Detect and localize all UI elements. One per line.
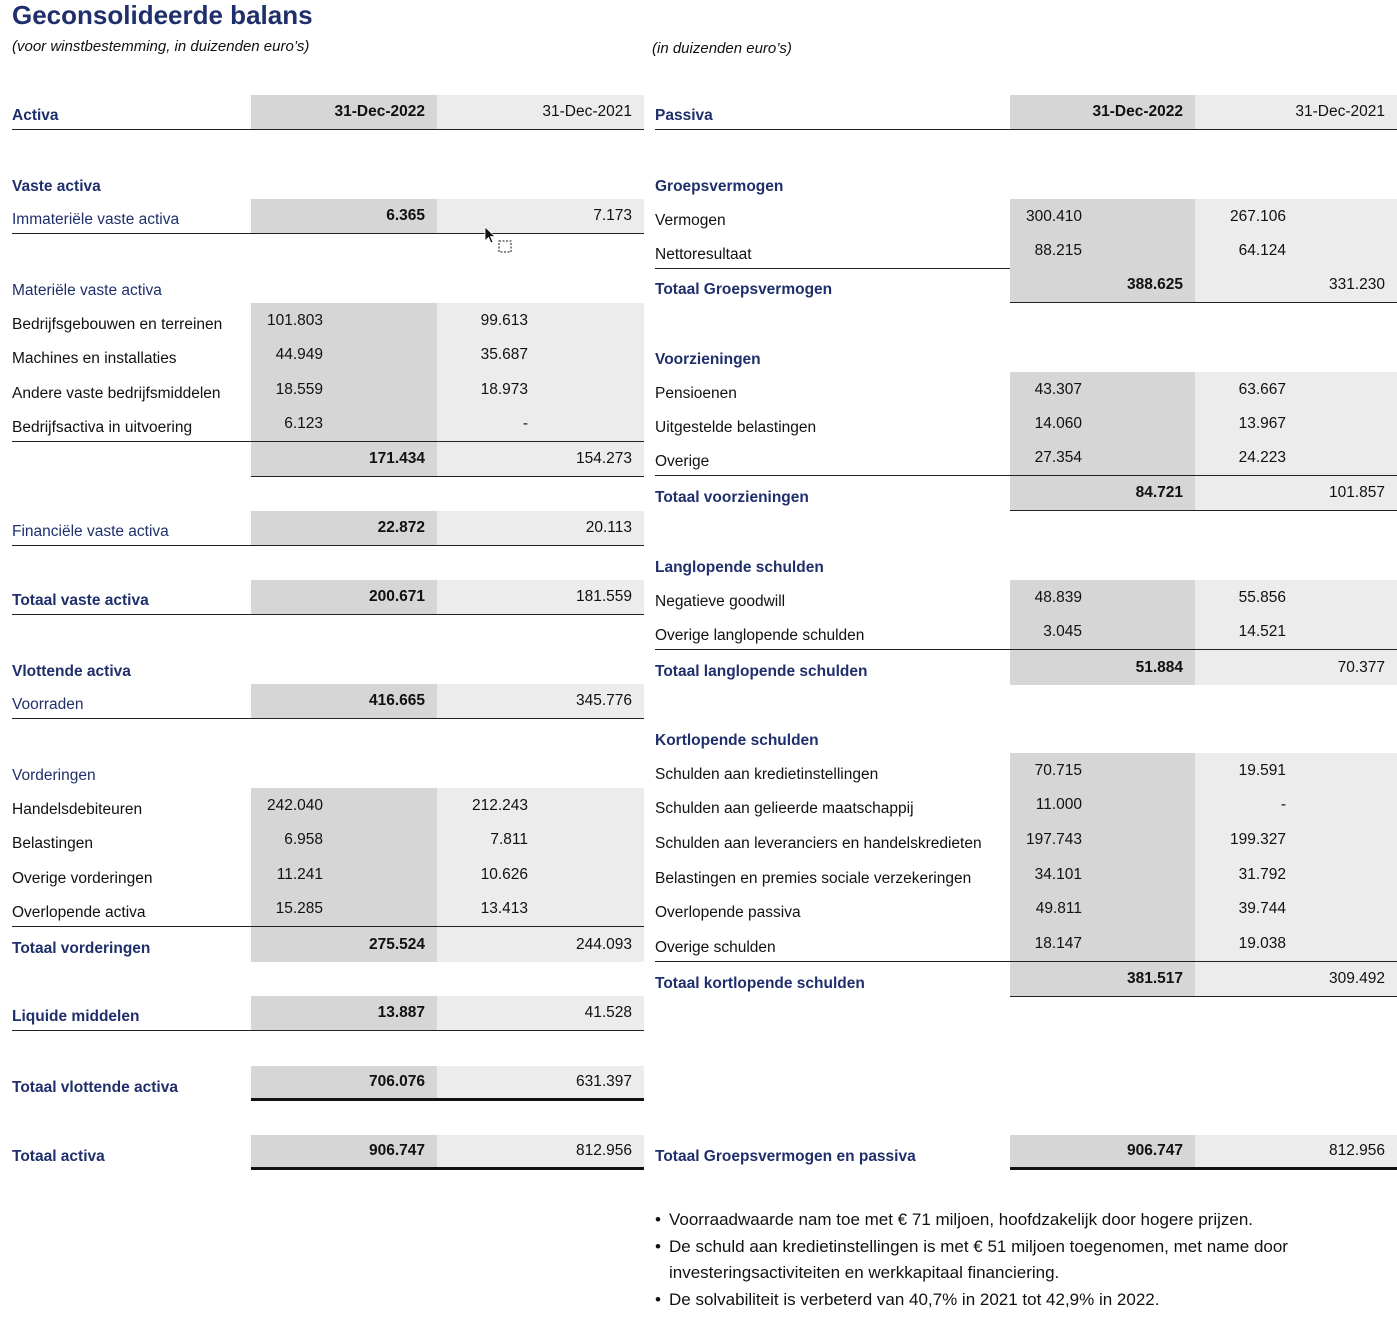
value-2022 — [251, 857, 437, 892]
value-text: 70.715 — [1034, 761, 1082, 779]
value-text: 199.327 — [1229, 830, 1286, 848]
activa-header — [12, 95, 644, 130]
table-row — [12, 303, 644, 338]
value-2021 — [1195, 857, 1397, 892]
value-text: 31.792 — [1238, 865, 1286, 883]
row-label: Uitgestelde belastingen — [655, 419, 817, 437]
section-heading — [655, 338, 1397, 373]
table-row — [655, 234, 1397, 269]
value-2021 — [1195, 927, 1397, 962]
row-label: Financiële vaste activa — [12, 511, 251, 546]
value-2021: 812.956 — [1195, 1135, 1397, 1170]
value-2021: 41.528 — [437, 996, 644, 1031]
value-text: 24.223 — [1238, 449, 1286, 467]
row-label: Pensioenen — [655, 384, 737, 402]
value-2022 — [251, 823, 437, 858]
row-label: Totaal Groepsvermogen en passiva — [655, 1147, 916, 1165]
value-text: 242.040 — [266, 796, 323, 814]
value-text: 39.744 — [1238, 900, 1286, 918]
note-item — [655, 1207, 1375, 1234]
table-row — [655, 268, 1397, 303]
value-2021 — [1195, 234, 1397, 269]
row-label: Totaal vaste activa — [12, 580, 251, 615]
table-row — [655, 1135, 1397, 1170]
value-2022 — [251, 892, 437, 927]
value-text: 6.123 — [284, 415, 323, 433]
section-heading — [655, 719, 1397, 754]
value-2022 — [1010, 615, 1195, 650]
row-label: Machines en installaties — [12, 350, 177, 368]
value-2021 — [1195, 753, 1397, 788]
table-row — [12, 788, 644, 823]
table-row — [12, 442, 644, 477]
row-label: Belastingen — [12, 835, 94, 853]
note-item — [655, 1234, 1375, 1287]
value-2022 — [1010, 234, 1195, 269]
row-label: Schulden aan gelieerde maatschappij — [655, 800, 914, 818]
value-2021: 812.956 — [437, 1135, 644, 1170]
table-row — [655, 441, 1397, 476]
section-heading — [12, 269, 644, 304]
row-label: Vlottende activa — [12, 662, 131, 680]
value-2022: 906.747 — [251, 1135, 437, 1170]
note-item — [655, 1287, 1375, 1314]
value-text: 13.413 — [480, 900, 528, 918]
row-label: Schulden aan kredietinstellingen — [655, 765, 879, 783]
row-label: Totaal kortlopende schulden — [655, 974, 865, 992]
value-text: 19.038 — [1238, 934, 1286, 952]
page-title: Geconsolideerde balans — [12, 0, 313, 30]
value-2022: 381.517 — [1010, 962, 1195, 997]
row-label: Overige langlopende schulden — [655, 615, 1010, 650]
value-text: 267.106 — [1229, 207, 1286, 225]
value-text: - — [522, 415, 528, 433]
value-2021: 154.273 — [437, 442, 644, 477]
value-text: 18.147 — [1034, 934, 1082, 952]
row-label: Nettoresultaat — [655, 234, 1010, 269]
value-2022: 200.671 — [251, 580, 437, 615]
value-2022: 906.747 — [1010, 1135, 1195, 1170]
value-2021 — [1195, 407, 1397, 442]
row-label: Activa — [12, 95, 251, 130]
value-2021: 101.857 — [1195, 476, 1397, 511]
table-row — [12, 338, 644, 373]
value-text: 49.811 — [1035, 900, 1082, 918]
value-2022 — [1010, 199, 1195, 234]
activa-subtitle: (voor winstbestemming, in duizenden euro’s) — [12, 38, 310, 55]
value-text: 19.591 — [1238, 761, 1286, 779]
value-2021 — [437, 857, 644, 892]
value-2022 — [251, 407, 437, 442]
value-text: 15.285 — [275, 900, 323, 918]
table-row — [12, 1135, 644, 1170]
value-text: 99.613 — [480, 311, 528, 329]
value-text: 55.856 — [1238, 588, 1286, 606]
value-2022 — [251, 303, 437, 338]
value-2022: 706.076 — [251, 1066, 437, 1101]
section-heading — [655, 546, 1397, 581]
row-label: Overige — [655, 441, 1010, 476]
value-2021 — [437, 892, 644, 927]
row-label: Belastingen en premies sociale verzekeringen — [655, 869, 972, 887]
value-2022: 31-Dec-2022 — [251, 95, 437, 130]
table-row — [655, 407, 1397, 442]
row-label: Totaal Groepsvermogen — [655, 280, 833, 298]
table-row — [655, 372, 1397, 407]
table-row — [12, 996, 644, 1031]
row-label: Totaal vlottende activa — [12, 1078, 178, 1096]
table-row — [12, 407, 644, 442]
bullet-icon: • — [655, 1289, 661, 1309]
value-2021: 331.230 — [1195, 268, 1397, 303]
row-label: Groepsvermogen — [655, 177, 784, 195]
value-2022 — [1010, 857, 1195, 892]
bullet-icon: • — [655, 1210, 661, 1229]
table-row — [12, 892, 644, 927]
value-2021: 31-Dec-2021 — [437, 95, 644, 130]
row-label: Bedrijfsgebouwen en terreinen — [12, 315, 223, 333]
table-row — [655, 615, 1397, 650]
value-2022: 31-Dec-2022 — [1010, 95, 1195, 130]
value-2022: 275.524 — [251, 927, 437, 962]
value-text: 3.045 — [1043, 622, 1082, 640]
row-label: Vorderingen — [12, 766, 96, 784]
row-label: Negatieve goodwill — [655, 592, 786, 610]
row-label: Materiële vaste activa — [12, 281, 162, 299]
value-2022: 51.884 — [1010, 650, 1195, 685]
value-text: 18.559 — [275, 380, 323, 398]
value-2021 — [1195, 199, 1397, 234]
row-label: Voorraden — [12, 684, 251, 719]
value-2022 — [1010, 788, 1195, 823]
row-label: Voorzieningen — [655, 350, 761, 368]
value-2022 — [251, 788, 437, 823]
table-row — [12, 199, 644, 234]
value-text: 10.626 — [480, 865, 528, 883]
value-text: 14.060 — [1034, 415, 1082, 433]
value-2021 — [1195, 615, 1397, 650]
section-heading — [12, 650, 644, 685]
table-row — [655, 580, 1397, 615]
value-2022 — [251, 338, 437, 373]
value-2022 — [1010, 441, 1195, 476]
value-text: 43.307 — [1034, 380, 1082, 398]
value-text: 7.811 — [490, 831, 528, 849]
table-row — [655, 892, 1397, 927]
value-2022 — [1010, 372, 1195, 407]
row-label: Andere vaste bedrijfsmiddelen — [12, 384, 221, 402]
value-2022 — [251, 372, 437, 407]
value-2021 — [1195, 580, 1397, 615]
value-text: 11.000 — [1035, 796, 1082, 814]
value-2021: 20.113 — [437, 511, 644, 546]
table-row — [655, 927, 1397, 962]
value-2021 — [437, 407, 644, 442]
value-2022 — [1010, 753, 1195, 788]
note-text: De schuld aan kredietinstellingen is met € 51 miljoen toegenomen, met name door investeringsactiviteiten en werkkapitaal financiering. — [669, 1236, 1288, 1282]
table-row — [12, 684, 644, 719]
row-label: Handelsdebiteuren — [12, 800, 143, 818]
value-text: 11.241 — [276, 865, 323, 883]
table-row — [12, 927, 644, 962]
table-row — [655, 753, 1397, 788]
table-row — [655, 788, 1397, 823]
value-2022 — [1010, 927, 1195, 962]
value-text: 212.243 — [471, 796, 528, 814]
row-label: Overlopende activa — [12, 892, 251, 927]
value-2021 — [1195, 372, 1397, 407]
value-2021: 345.776 — [437, 684, 644, 719]
section-heading — [655, 165, 1397, 200]
value-text: 300.410 — [1025, 207, 1082, 225]
value-2022: 171.434 — [251, 442, 437, 477]
table-row — [655, 857, 1397, 892]
value-text: 197.743 — [1025, 830, 1082, 848]
table-row — [12, 372, 644, 407]
table-row — [12, 511, 644, 546]
value-2021: 309.492 — [1195, 962, 1397, 997]
value-2022: 22.872 — [251, 511, 437, 546]
value-2022 — [1010, 580, 1195, 615]
value-text: 34.101 — [1034, 865, 1082, 883]
row-label: Vaste activa — [12, 177, 101, 195]
table-row — [655, 650, 1397, 685]
value-text: 44.949 — [275, 346, 323, 364]
row-label: Bedrijfsactiva in uitvoering — [12, 407, 251, 442]
value-text: 88.215 — [1034, 241, 1082, 259]
value-2022: 13.887 — [251, 996, 437, 1031]
value-text: 14.521 — [1238, 622, 1286, 640]
value-text: 27.354 — [1034, 449, 1082, 467]
value-text: 101.803 — [266, 311, 323, 329]
value-2021 — [437, 372, 644, 407]
value-text: 64.124 — [1238, 241, 1286, 259]
table-row — [12, 823, 644, 858]
notes-list — [655, 1207, 1375, 1313]
value-2021: 70.377 — [1195, 650, 1397, 685]
value-2022: 388.625 — [1010, 268, 1195, 303]
value-2022: 416.665 — [251, 684, 437, 719]
passiva-subtitle: (in duizenden euro’s) — [652, 40, 792, 57]
row-label: Passiva — [655, 95, 1010, 130]
table-row — [12, 1066, 644, 1101]
row-label: Totaal activa — [12, 1147, 105, 1165]
value-2021 — [1195, 822, 1397, 857]
table-row — [12, 580, 644, 615]
row-label: Liquide middelen — [12, 996, 251, 1031]
row-label: Overige schulden — [655, 927, 1010, 962]
value-2022 — [1010, 892, 1195, 927]
value-2021: 244.093 — [437, 927, 644, 962]
value-2021: 31-Dec-2021 — [1195, 95, 1397, 130]
value-text: 35.687 — [480, 346, 528, 364]
value-text: - — [1280, 796, 1286, 814]
value-2021: 631.397 — [437, 1066, 644, 1101]
row-label: Overige vorderingen — [12, 869, 153, 887]
value-2022 — [1010, 407, 1195, 442]
value-text: 48.839 — [1034, 588, 1082, 606]
row-label: Schulden aan leveranciers en handelskredieten — [655, 834, 982, 852]
value-2021 — [1195, 788, 1397, 823]
value-2022 — [1010, 822, 1195, 857]
passiva-header — [655, 95, 1397, 130]
value-text: 18.973 — [480, 380, 528, 398]
row-label: Totaal vorderingen — [12, 939, 151, 957]
row-label: Kortlopende schulden — [655, 731, 819, 749]
section-heading — [12, 754, 644, 789]
table-row — [655, 822, 1397, 857]
value-text: 63.667 — [1238, 380, 1286, 398]
row-label: Vermogen — [655, 211, 726, 229]
table-row — [655, 476, 1397, 511]
table-row — [655, 199, 1397, 234]
value-2021: 181.559 — [437, 580, 644, 615]
value-2021 — [1195, 441, 1397, 476]
row-label: Immateriële vaste activa — [12, 199, 251, 234]
table-row — [655, 962, 1397, 997]
value-2022: 6.365 — [251, 199, 437, 234]
row-label: Overlopende passiva — [655, 904, 801, 922]
note-text: De solvabiliteit is verbeterd van 40,7% in 2021 tot 42,9% in 2022. — [669, 1289, 1160, 1309]
row-label: Totaal voorzieningen — [655, 488, 809, 506]
value-2021 — [1195, 892, 1397, 927]
value-2021: 7.173 — [437, 199, 644, 234]
value-2021 — [437, 823, 644, 858]
mouse-cursor-icon — [484, 226, 514, 256]
row-label: Langlopende schulden — [655, 558, 824, 576]
value-text: 13.967 — [1238, 415, 1286, 433]
note-text: Voorraadwaarde nam toe met € 71 miljoen, hoofdzakelijk door hogere prijzen. — [669, 1210, 1254, 1229]
value-2021 — [437, 303, 644, 338]
value-2021 — [437, 788, 644, 823]
value-2022: 84.721 — [1010, 476, 1195, 511]
value-2021 — [437, 338, 644, 373]
section-heading — [12, 165, 644, 200]
table-row — [12, 857, 644, 892]
value-text: 6.958 — [284, 831, 323, 849]
bullet-icon: • — [655, 1236, 661, 1256]
row-label: Totaal langlopende schulden — [655, 662, 868, 680]
